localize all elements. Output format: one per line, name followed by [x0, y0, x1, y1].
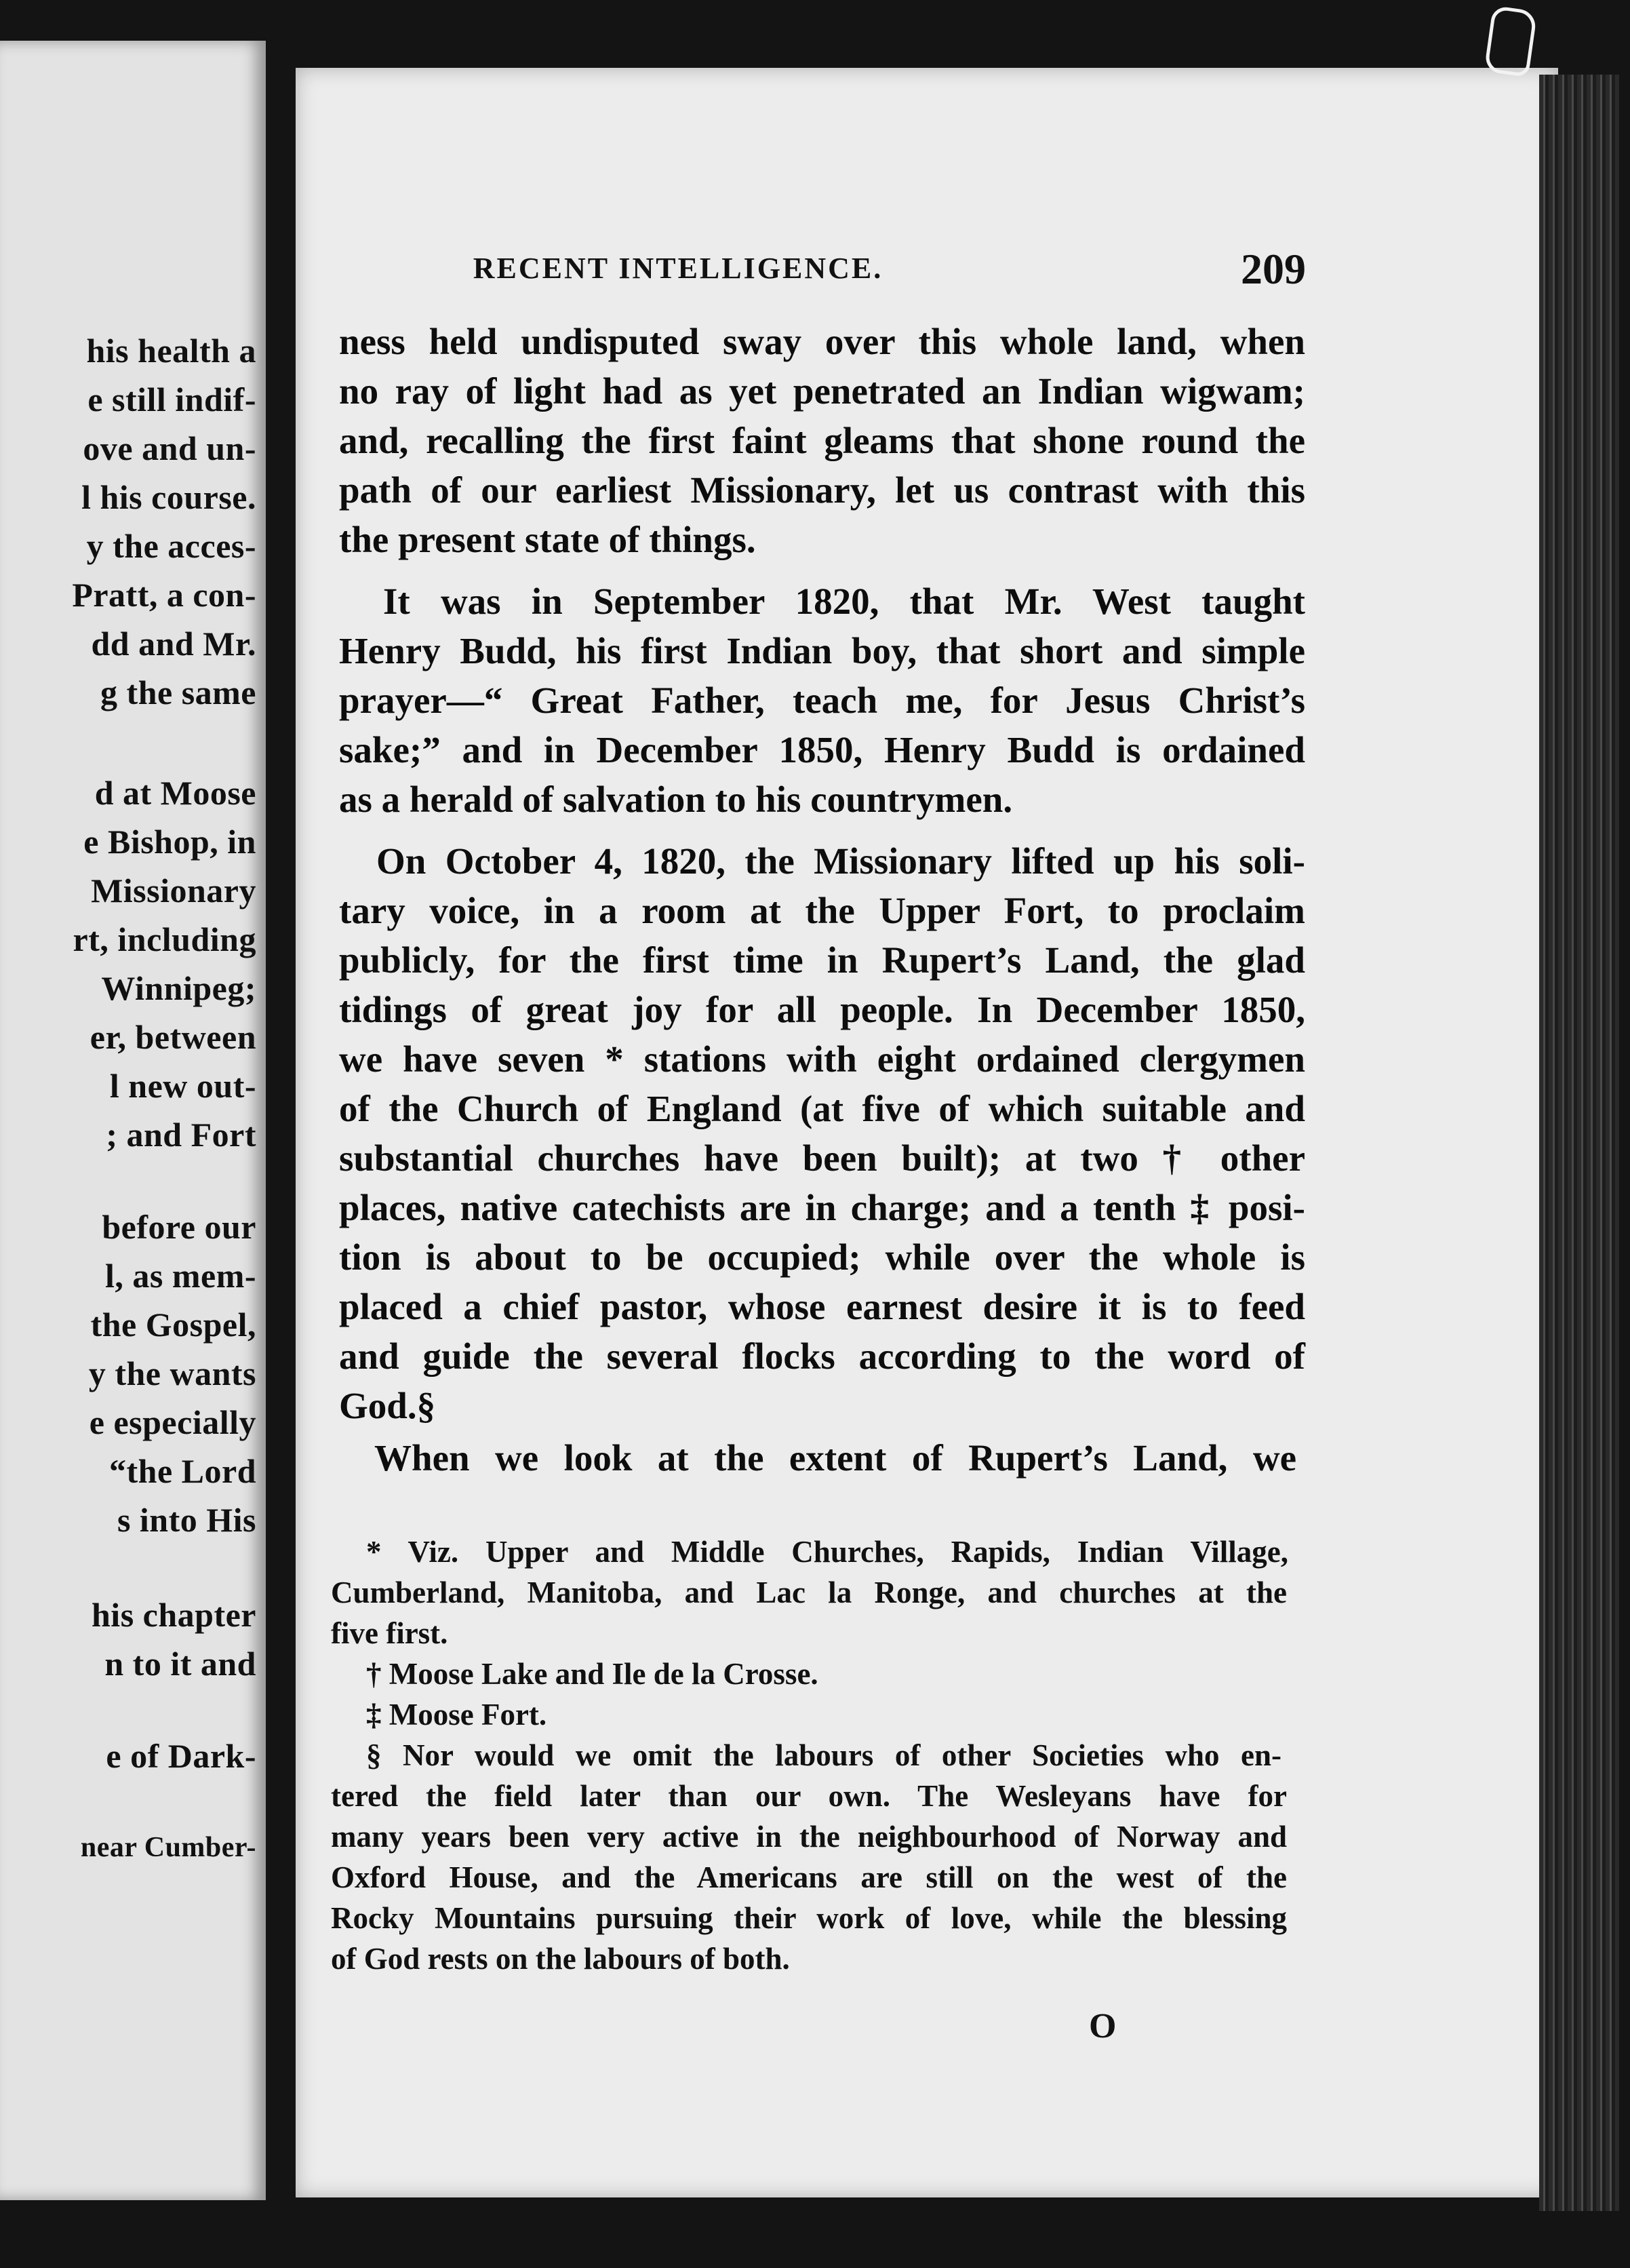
body-line: prayer—“ Great Father, teach me, for Jesus Christ’s — [339, 680, 1305, 721]
left-page-line: y the wants — [88, 1354, 256, 1392]
footnote-line: ‡ Moose Fort. — [366, 1698, 547, 1732]
left-page-line: l his course. — [81, 478, 256, 516]
left-page-line: e still indif- — [87, 380, 256, 418]
body-line: It was in September 1820, that Mr. West taught — [383, 581, 1305, 622]
body-line: Henry Budd, his first Indian boy, that short and simple — [339, 630, 1305, 671]
body-line: and guide the several flocks according to the word of — [339, 1335, 1305, 1377]
left-page-line: Pratt, a con- — [72, 576, 256, 614]
body-line: sake;” and in December 1850, Henry Budd is ordained — [339, 729, 1305, 770]
body-line: and, recalling the first faint gleams that shone round the — [339, 420, 1305, 461]
body-line: of the Church of England (at five of which suitable and — [339, 1088, 1305, 1129]
left-page-line: e of Dark- — [106, 1737, 256, 1775]
left-page-line: rt, including — [73, 920, 256, 958]
body-line: path of our earliest Missionary, let us contrast with this — [339, 469, 1305, 511]
footnote-line: † Moose Lake and Ile de la Crosse. — [366, 1657, 818, 1691]
body-line: publicly, for the first time in Rupert’s Land, the glad — [339, 939, 1305, 981]
body-line: tion is about to be occupied; while over the whole is — [339, 1236, 1305, 1278]
left-page-line: s into His — [117, 1501, 256, 1539]
left-page-line: his health a — [86, 332, 256, 370]
footnote-line: tered the field later than our own. The Wesleyans have for — [331, 1779, 1287, 1813]
footnote-line: five first. — [331, 1616, 448, 1650]
page-number: 209 — [1241, 245, 1306, 293]
left-page-line: y the acces- — [86, 527, 256, 565]
left-page-line: l new out- — [109, 1067, 256, 1105]
left-page-fragment — [0, 41, 266, 2200]
signature-mark: O — [1089, 2007, 1117, 2046]
left-page-line: g the same — [100, 673, 256, 711]
left-page-line: “the Lord — [109, 1452, 256, 1490]
body-line: When we look at the extent of Rupert’s Land, we — [374, 1437, 1296, 1479]
corner-mark — [1484, 5, 1538, 77]
left-page-line: Winnipeg; — [101, 969, 256, 1007]
footnote-line: of God rests on the labours of both. — [331, 1942, 790, 1976]
left-page-line: ove and un- — [83, 429, 256, 467]
body-line: God.§ — [339, 1385, 436, 1426]
left-page-line: near Cumber- — [80, 1832, 256, 1863]
body-line: ness held undisputed sway over this whole land, when — [339, 321, 1305, 362]
body-line: places, native catechists are in charge; and a tenth ‡ posi- — [339, 1187, 1305, 1228]
body-line: we have seven * stations with eight ordained clergymen — [339, 1038, 1305, 1080]
footnote-line: Oxford House, and the Americans are still on the west of the — [331, 1860, 1287, 1894]
left-page-line: l, as mem- — [105, 1257, 256, 1295]
page-stack-edge — [1539, 75, 1619, 2211]
left-page-line: er, between — [90, 1018, 256, 1056]
left-page-line: dd and Mr. — [91, 625, 256, 663]
body-line: tary voice, in a room at the Upper Fort, to proclaim — [339, 890, 1305, 931]
body-line: On October 4, 1820, the Missionary lifted up his soli- — [376, 840, 1305, 882]
body-line: placed a chief pastor, whose earnest desire it is to feed — [339, 1286, 1305, 1327]
footnote-line: Cumberland, Manitoba, and Lac la Ronge, and churches at the — [331, 1576, 1287, 1609]
left-page-line: the Gospel, — [90, 1306, 256, 1344]
left-page-line: e especially — [89, 1403, 256, 1441]
left-page-line: ; and Fort — [106, 1116, 256, 1154]
footnote-line: many years been very active in the neighbourhood of Norway and — [331, 1820, 1287, 1854]
left-page-line: before our — [102, 1208, 256, 1246]
body-line: no ray of light had as yet penetrated an Indian wigwam; — [339, 370, 1305, 412]
footnote-line: * Viz. Upper and Middle Churches, Rapids, Indian Village, — [366, 1535, 1288, 1569]
left-page-line: his chapter — [92, 1596, 256, 1634]
body-line: the present state of things. — [339, 519, 756, 560]
body-line: tidings of great joy for all people. In December 1850, — [339, 989, 1305, 1030]
left-page-line: e Bishop, in — [83, 823, 256, 861]
body-line: substantial churches have been built); at two † other — [339, 1137, 1305, 1179]
left-page-line: d at Moose — [94, 774, 256, 812]
left-page-line: n to it and — [104, 1645, 256, 1683]
left-page-line: Missionary — [91, 872, 256, 910]
body-line: as a herald of salvation to his countrymen. — [339, 779, 1013, 820]
running-head: RECENT INTELLIGENCE. — [473, 252, 883, 285]
footnote-line: § Nor would we omit the labours of other Societies who en- — [366, 1738, 1281, 1772]
footnote-line: Rocky Mountains pursuing their work of love, while the blessing — [331, 1901, 1287, 1935]
